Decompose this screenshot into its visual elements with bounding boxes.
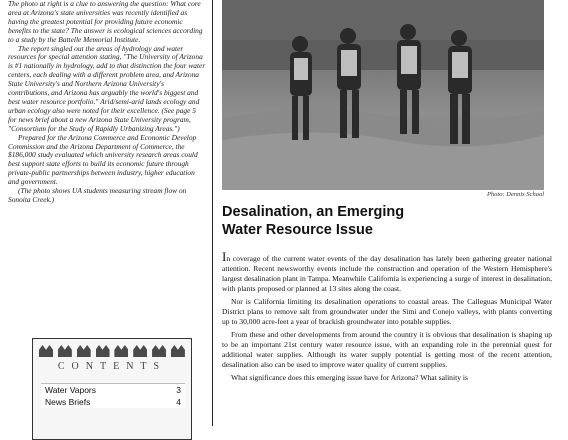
wave-icon [96,345,110,357]
article-paragraph-text: n coverage of the current water events of the day desalination has lately been gathering greater national attention. Recent newsworthy events include the construction and operation of the Western Hemisphere's largest desalination plant in Tampa. Meanwhile California is experiencing a surge of interest in desalination, with plants proposed or planned at 13 sites along the coast. [222,254,552,293]
contents-item-page: 3 [176,385,181,395]
wave-icon [133,345,147,357]
article-body [222,249,552,386]
sidebar-paragraph: The report singled out the areas of hydrology and water resources for special attention stating, "The University of Arizona is #1 nationally in hydrology, add to that distinction the four water centers, each dealing with a different problem area, and Arizona State University's and Northern Arizona University's contributions, and Arizona has arguably the world's biggest and best water resource portfolio." Arid/semi-arid lands ecology and urban ecology also were noted for their excellence. (See page 5 for news brief about a new Arizona State University program, "Consortium for the Study of Rapidly Urbanizing Areas.") [8,43,206,133]
article-headline [222,203,552,239]
contents-item[interactable] [41,384,185,396]
article-paragraph [222,249,552,294]
contents-box [32,338,192,440]
article-paragraph: Nor is California limiting its desalination operations to coastal areas. The Calleguas Municipal Water District plans to remove salt from groundwater under the Simi and Conejo valleys, with plants converting up to 30,000 acre-feet a year of brackish groundwater into potable supplies. [222,297,552,326]
contents-item[interactable] [41,396,185,408]
stream-photo [222,0,544,190]
drop-cap: I [222,249,227,264]
sidebar-paragraph: (The photo shows UA students measuring stream flow on Sonoita Creek.) [8,186,187,204]
contents-item-page: 4 [176,397,181,407]
sidebar-paragraph: Prepared for the Arizona Commerce and Economic Develop Commission and the Arizona Department of Commerce, the $186,000 study evaluated which university research areas could best support state efforts to build its economic future through private-public partnerships between industry, higher education and government. [8,132,198,187]
wave-icon [77,345,91,357]
headline-line: Water Resource Issue [222,222,373,238]
contents-item-label: News Briefs [45,397,91,407]
wave-icon [171,345,185,357]
photo-caption: Photo: Dennis Schaal [486,191,544,198]
wave-ornament [39,345,185,358]
article-paragraph: From these and other developments from around the country it is obvious that desalination is shaping up to be an important 21st century water resource issue, with an expanding role in the perennial quest for additional water supplies. Although its water supply potential is getting most of the recent attention, desalination also can be used to improve water quality of current supplies. [222,330,552,369]
sidebar [0,0,213,426]
wave-icon [58,345,72,357]
contents-item-label: Water Vapors [45,385,97,395]
wave-icon [152,345,166,357]
sidebar-paragraph: The photo at right is a clue to answering the question: What core area at Arizona's state universities was recently identified as having the greatest potential for providing future economic benefits to the state? The answer is ecological sciences according to a study by the Battelle Memorial Institute. [8,0,203,44]
article-paragraph: What significance does this emerging issue have for Arizona? What salinity is [231,373,468,382]
sidebar-intro [8,0,206,205]
wave-icon [39,345,53,357]
students-in-stream-illustration [222,0,544,190]
contents-list [41,383,185,408]
headline-line: Desalination, an Emerging [222,204,405,220]
wave-icon [114,345,128,357]
contents-title: CONTENTS [57,361,167,372]
